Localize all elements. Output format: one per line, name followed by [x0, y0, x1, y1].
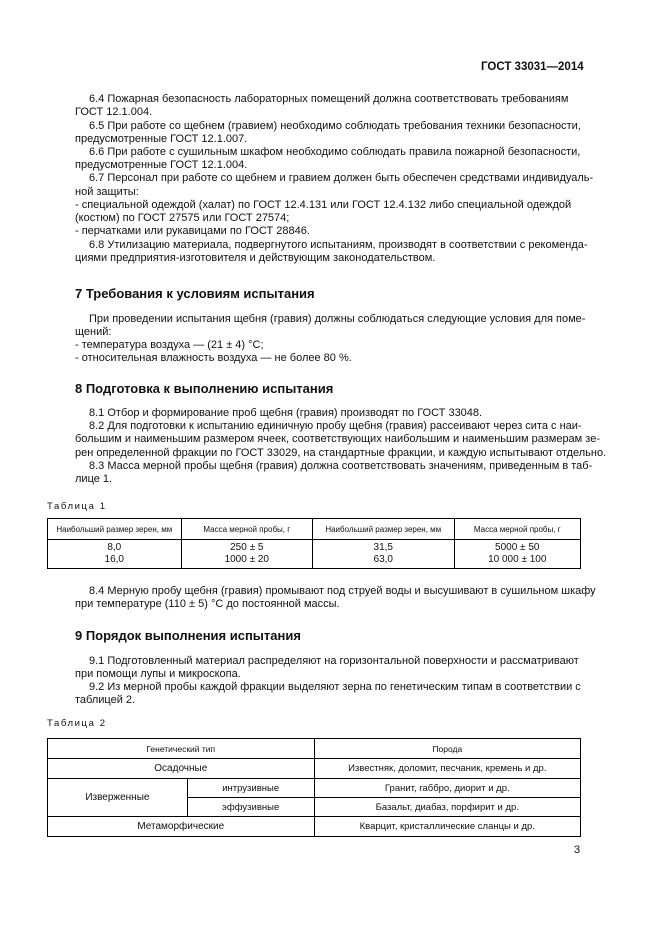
- table-header: Масса мерной пробы, г: [454, 519, 581, 540]
- table-2-caption: Таблица 2: [47, 718, 107, 729]
- para-line: - температура воздуха — (21 ± 4) °С;: [75, 339, 264, 351]
- para-line: предусмотренные ГОСТ 12.1.004.: [75, 159, 248, 171]
- para-line: (костюм) по ГОСТ 27575 или ГОСТ 27574;: [75, 212, 290, 224]
- para-line: 8.4 Мерную пробу щебня (гравия) промывают под струей воды и высушивают в сушильном шкафу: [89, 585, 596, 597]
- para-line: - перчатками или рукавицами по ГОСТ 28846.: [75, 225, 310, 237]
- table-cell: Гранит, габбро, диорит и др.: [314, 779, 580, 798]
- table-cell: Изверженные: [48, 779, 188, 817]
- table-header: Порода: [314, 739, 580, 759]
- para-line: лице 1.: [75, 473, 113, 485]
- para-line: 8.1 Отбор и формирование проб щебня (гравия) производят по ГОСТ 33048.: [89, 407, 483, 419]
- para-line: ной защиты:: [75, 186, 139, 198]
- para-line: при помощи лупы и микроскопа.: [75, 668, 241, 680]
- para-line: - специальной одеждой (халат) по ГОСТ 12.4.131 или ГОСТ 12.4.132 либо специальной одеждой: [75, 199, 572, 211]
- table-cell: интрузивные: [187, 779, 314, 798]
- table-cell: Осадочные: [48, 759, 315, 779]
- para-line: 6.8 Утилизацию материала, подвергнутого испытаниям, производят в соответствии с рекоменда-: [89, 239, 588, 251]
- table-header: Масса мерной пробы, г: [181, 519, 312, 540]
- para-line: при температуре (110 ± 5) °С до постоянной массы.: [75, 598, 340, 610]
- para-line: таблицей 2.: [75, 694, 136, 706]
- table-cell: Базальт, диабаз, порфирит и др.: [314, 798, 580, 817]
- para-line: 6.4 Пожарная безопасность лабораторных помещений должна соответствовать требованиям: [89, 93, 569, 105]
- table-cell: Метаморфические: [48, 817, 315, 837]
- table-cell: эффузивные: [187, 798, 314, 817]
- table-header: Наибольший размер зерен, мм: [313, 519, 455, 540]
- table-1-caption: Таблица 1: [47, 501, 107, 512]
- para-line: При проведении испытания щебня (гравия) должны соблюдаться следующие условия для поме-: [89, 313, 586, 325]
- page-number: 3: [574, 844, 581, 856]
- para-line: 6.7 Персонал при работе со щебнем и гравием должен быть обеспечен средствами индивидуаль-: [89, 172, 594, 184]
- para-line: 9.1 Подготовленный материал распределяют на горизонтальной поверхности и рассматривают: [89, 655, 579, 667]
- table-header: Наибольший размер зерен, мм: [48, 519, 182, 540]
- table-cell: 31,5 63,0: [313, 540, 455, 569]
- para-line: 6.6 При работе с сушильным шкафом необходимо соблюдать правила пожарной безопасности,: [89, 146, 581, 158]
- para-line: 8.3 Масса мерной пробы щебня (гравия) должна соответствовать значениям, приведенным в таб-: [89, 460, 593, 472]
- table-cell: 8,0 16,0: [48, 540, 182, 569]
- table-cell: Кварцит, кристаллические сланцы и др.: [314, 817, 580, 837]
- para-line: рен определенной фракции по ГОСТ 33029, на стандартные фракции, и каждую испытывают отдельно.: [75, 447, 607, 459]
- section-8-heading: 8 Подготовка к выполнению испытания: [75, 381, 334, 396]
- table-cell: Известняк, доломит, песчаник, кремень и др.: [314, 759, 580, 779]
- para-line: 6.5 При работе со щебнем (гравием) необходимо соблюдать требования техники безопасности,: [89, 120, 581, 132]
- table-header: Генетический тип: [48, 739, 315, 759]
- para-line: большим и наименьшим размером ячеек, соответствующих наибольшим и наименьшим размерам зе-: [75, 433, 600, 445]
- table-2: [47, 738, 581, 837]
- table-cell: 250 ± 5 1000 ± 20: [181, 540, 312, 569]
- table-cell: 5000 ± 50 10 000 ± 100: [454, 540, 581, 569]
- table-1: [47, 518, 581, 569]
- para-line: 9.2 Из мерной пробы каждой фракции выделяют зерна по генетическим типам в соответствии с: [89, 681, 581, 693]
- para-line: 8.2 Для подготовки к испытанию единичную пробу щебня (гравия) рассеивают через сита с наи-: [89, 420, 582, 432]
- document-number: ГОСТ 33031—2014: [481, 61, 584, 73]
- section-7-heading: 7 Требования к условиям испытания: [75, 286, 315, 301]
- para-line: ГОСТ 12.1.004.: [75, 106, 153, 118]
- para-line: предусмотренные ГОСТ 12.1.007.: [75, 133, 248, 145]
- para-line: - относительная влажность воздуха — не более 80 %.: [75, 352, 352, 364]
- para-line: циями предприятия-изготовителя и действующим законодательством.: [75, 252, 436, 264]
- section-9-heading: 9 Порядок выполнения испытания: [75, 628, 301, 643]
- para-line: щений:: [75, 326, 112, 338]
